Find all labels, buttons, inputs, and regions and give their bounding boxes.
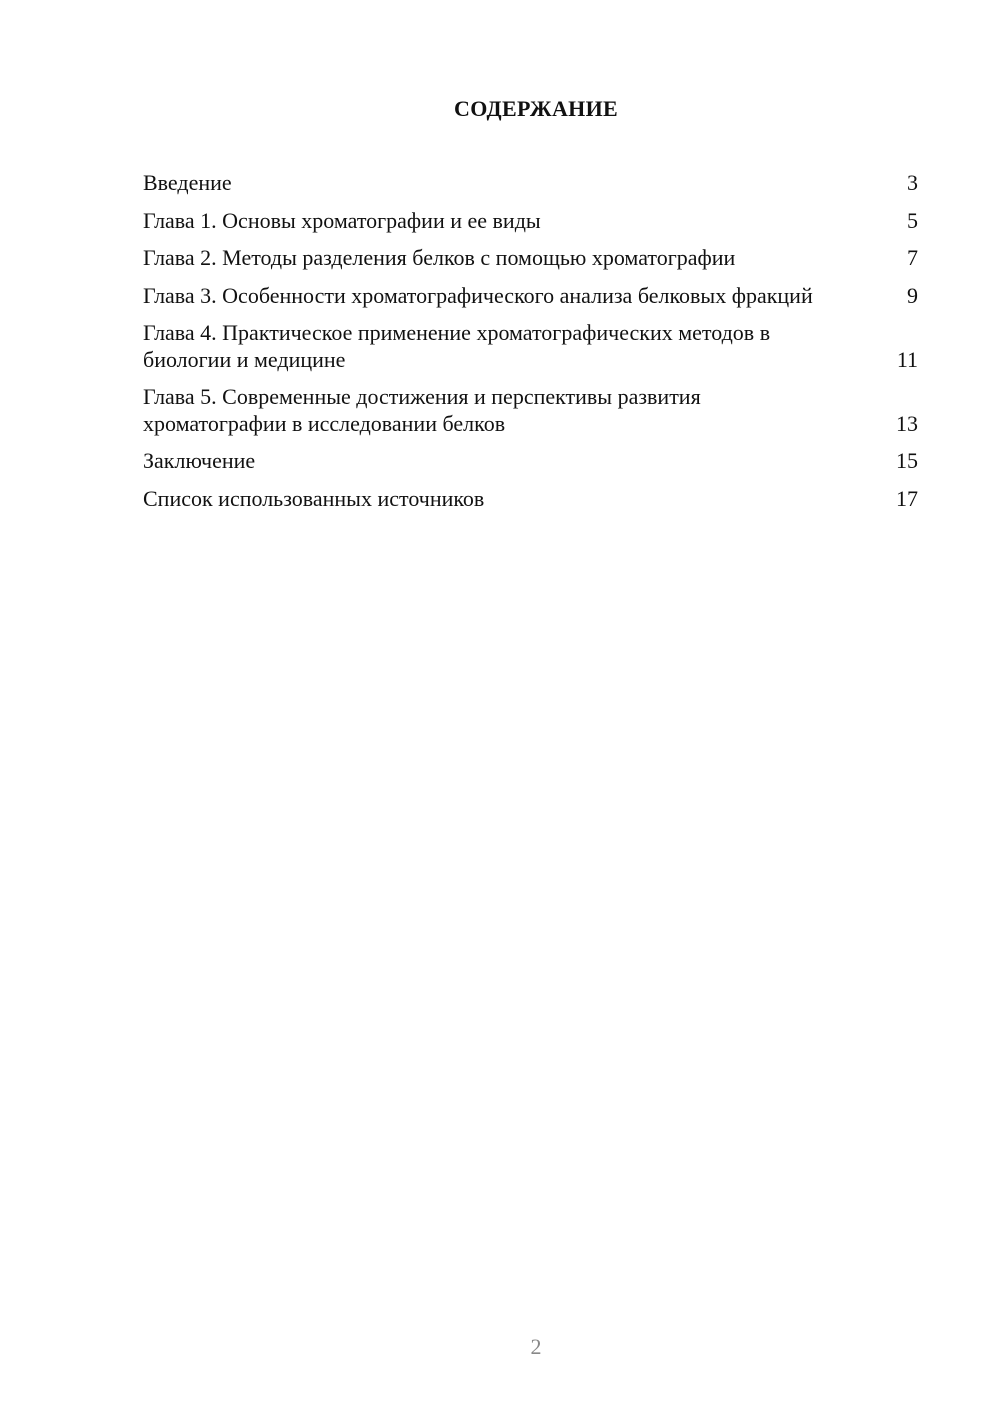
toc-entry-chapter-3 — [143, 283, 918, 310]
toc-entry-text: Глава 3. Особенности хроматографического анализа белковых фракций — [143, 282, 813, 308]
toc-entry-page-number: 7 — [907, 245, 918, 270]
toc-entry-text: Введение — [143, 170, 232, 195]
toc-entry-chapter-1 — [143, 208, 918, 235]
page-number: 2 — [530, 1334, 542, 1359]
toc-entry-page-number: 9 — [907, 282, 918, 308]
toc-entry-chapter-4 — [143, 320, 918, 373]
toc-entry-introduction — [143, 170, 918, 197]
toc-entry-page-number: 11 — [896, 346, 918, 372]
toc-entry-text: Заключение — [143, 448, 256, 473]
toc-entry-chapter-5 — [143, 384, 918, 437]
toc-entry-chapter-2 — [143, 245, 918, 272]
toc-entry-page-number: 5 — [907, 207, 918, 233]
toc-entry-text: Глава 2. Методы разделения белков с помощью хроматографии — [143, 245, 736, 270]
toc-entry-conclusion — [143, 448, 918, 475]
toc-entry-page-number: 15 — [896, 448, 918, 473]
toc-entry-page-number: 3 — [907, 170, 918, 195]
toc-entry-text: Список использованных источников — [143, 485, 485, 511]
toc-entry-references — [143, 486, 918, 513]
toc-entry-page-number: 17 — [896, 485, 918, 511]
toc-title: СОДЕРЖАНИЕ — [454, 96, 618, 121]
toc-list — [143, 170, 918, 523]
toc-entry-text: Глава 1. Основы хроматографии и ее виды — [143, 207, 541, 233]
toc-entry-page-number: 13 — [896, 410, 918, 436]
toc-entry-text: Глава 4. Практическое применение хроматографических методов в биологии и медицине — [143, 320, 771, 372]
toc-entry-text: Глава 5. Современные достижения и перспективы развития хроматографии в исследовании белков — [143, 384, 701, 436]
